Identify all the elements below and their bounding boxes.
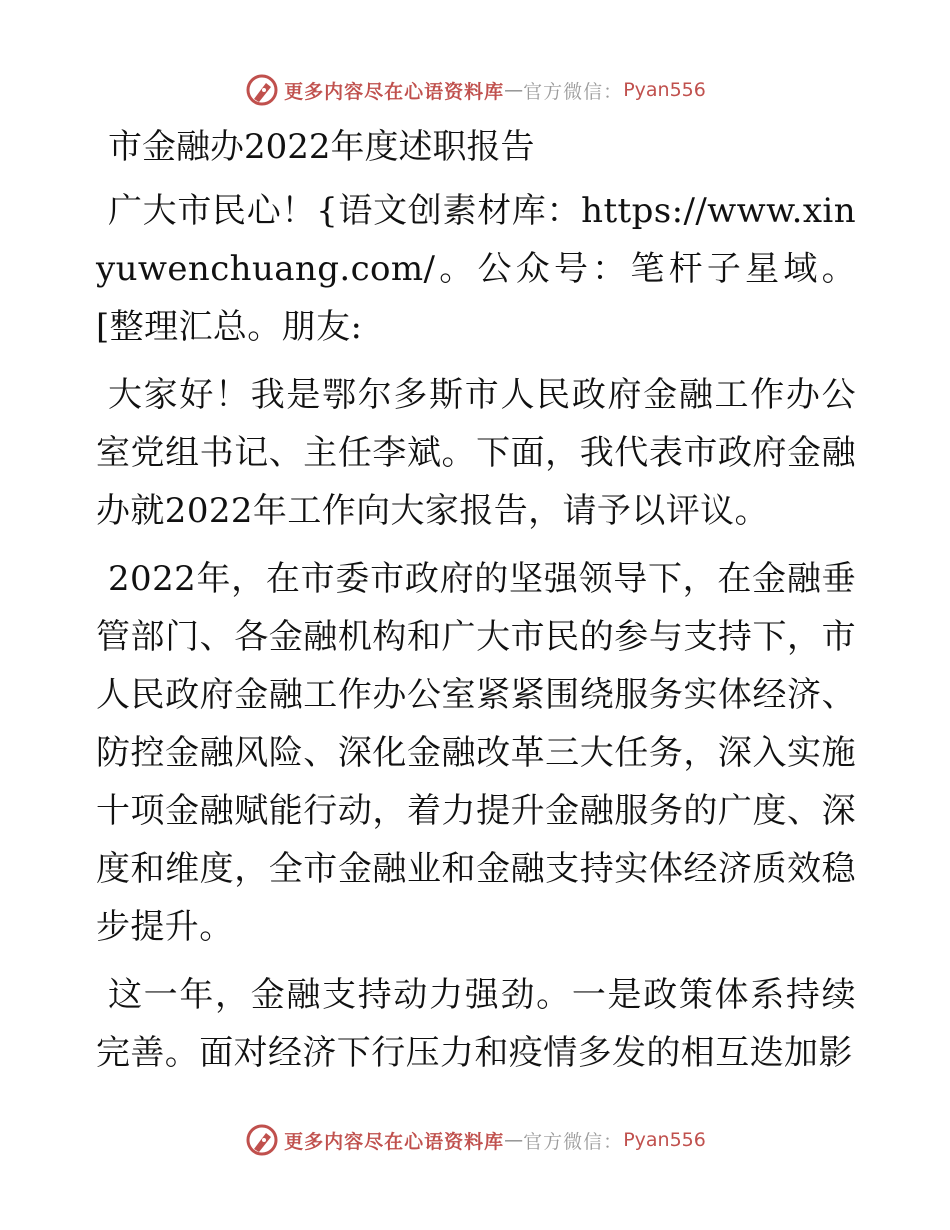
paragraph-greeting: 大家好！我是鄂尔多斯市人民政府金融工作办公室党组书记、主任李斌。下面，我代表市政府金融办就2022年工作向大家报告，请予以评议。 <box>96 375 856 531</box>
watermark-footer <box>0 1120 950 1160</box>
document-body <box>96 118 856 1092</box>
watermark-main-text: 更多内容尽在心语资料库 <box>284 80 505 103</box>
pen-nib-logo-icon <box>244 1122 280 1158</box>
watermark-main-text: 更多内容尽在心语资料库 <box>284 1130 505 1153</box>
paragraph-achievements: 这一年，金融支持动力强劲。一是政策体系持续完善。面对经济下行压力和疫情多发的相互迭加影 <box>96 975 856 1073</box>
paragraph-overview: 2022年，在市委市政府的坚强领导下，在金融垂管部门、各金融机构和广大市民的参与支持下，市人民政府金融工作办公室紧紧围绕服务实体经济、防控金融风险、深化金融改革三大任务，深入实施十项金融赋能行动，着力提升金融服务的广度、深度和维度，全市金融业和金融支持实体经济质效稳步提升。 <box>96 559 856 947</box>
watermark-dash: — <box>504 79 524 101</box>
watermark-header <box>0 70 950 110</box>
watermark-wechat-id: Pyan556 <box>623 1129 706 1151</box>
watermark-official-label: 官方微信： <box>523 1130 624 1153</box>
watermark-dash: — <box>504 1129 524 1151</box>
watermark-official-label: 官方微信： <box>523 80 624 103</box>
watermark-wechat-id: Pyan556 <box>623 79 706 101</box>
document-title: 市金融办2022年度述职报告 <box>108 127 535 167</box>
paragraph-salutation: 广大市民心！{语文创素材库：https://www.xinyuwenchuang.com/。公众号：笔杆子星域。[整理汇总。朋友: <box>96 191 856 347</box>
pen-nib-logo-icon <box>244 72 280 108</box>
